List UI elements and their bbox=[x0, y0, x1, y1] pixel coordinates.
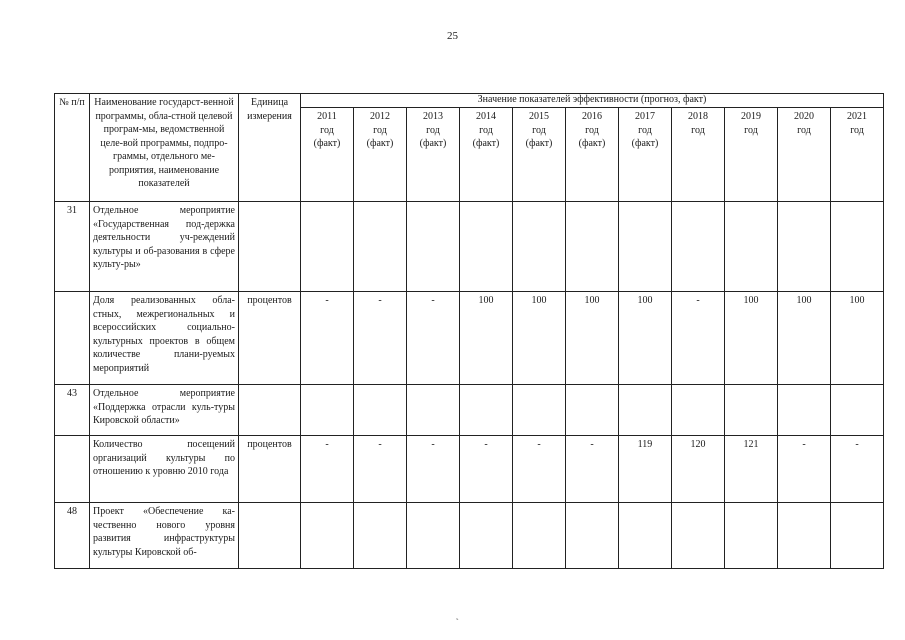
header-year-line3: (факт) bbox=[472, 138, 500, 149]
header-year-2014 bbox=[460, 108, 513, 202]
header-year-2015 bbox=[513, 108, 566, 202]
header-year-line3: (факт) bbox=[366, 138, 394, 149]
value-cell-2015 bbox=[513, 202, 566, 292]
header-year-line2: год bbox=[585, 124, 599, 136]
indicators-table bbox=[54, 93, 884, 569]
value-cell-2018 bbox=[672, 503, 725, 569]
row-name: Отдельное мероприятие «Поддержка отрасли куль-туры Кировской области» bbox=[90, 385, 239, 436]
value-cell-2020 bbox=[778, 202, 831, 292]
value-cell-2011: - bbox=[301, 292, 354, 385]
header-year-year: 2021 bbox=[847, 111, 868, 122]
header-year-line2: год bbox=[691, 124, 705, 136]
value-cell-2021 bbox=[831, 503, 884, 569]
header-year-year: 2020 bbox=[794, 111, 814, 122]
header-year-year: 2013 bbox=[423, 111, 443, 122]
page-number: 25 bbox=[447, 30, 458, 42]
row-name: Отдельное мероприятие «Государственная под-держка деятельности уч-реждений культуры и об-разования в сфере культу-ры» bbox=[90, 202, 239, 292]
value-cell-2014: 100 bbox=[460, 292, 513, 385]
header-year-2021 bbox=[831, 108, 884, 202]
value-cell-2016 bbox=[566, 202, 619, 292]
header-year-2016 bbox=[566, 108, 619, 202]
value-cell-2020: 100 bbox=[778, 292, 831, 385]
value-cell-2020: - bbox=[778, 436, 831, 503]
value-cell-2013 bbox=[407, 202, 460, 292]
header-year-year: 2012 bbox=[370, 111, 390, 122]
header-year-year: 2017 bbox=[635, 111, 655, 122]
value-cell-2012 bbox=[354, 202, 407, 292]
header-year-line2: год bbox=[744, 124, 758, 136]
value-cell-2019 bbox=[725, 503, 778, 569]
table-row bbox=[55, 385, 884, 436]
value-cell-2012 bbox=[354, 385, 407, 436]
row-number: 48 bbox=[55, 503, 90, 569]
header-year-2017 bbox=[619, 108, 672, 202]
header-year-line3: (факт) bbox=[631, 138, 659, 149]
value-cell-2016: - bbox=[566, 436, 619, 503]
value-cell-2011 bbox=[301, 503, 354, 569]
value-cell-2018: 120 bbox=[672, 436, 725, 503]
header-year-line3: (факт) bbox=[578, 138, 606, 149]
value-cell-2018 bbox=[672, 385, 725, 436]
value-cell-2011 bbox=[301, 385, 354, 436]
value-cell-2011: - bbox=[301, 436, 354, 503]
value-cell-2018: - bbox=[672, 292, 725, 385]
value-cell-2017 bbox=[619, 385, 672, 436]
header-no: № п/п bbox=[55, 94, 90, 202]
value-cell-2015: 100 bbox=[513, 292, 566, 385]
row-name: Проект «Обеспечение ка-чественно нового уровня развития инфраструктуры культуры Кировской об- bbox=[90, 503, 239, 569]
header-year-2012 bbox=[354, 108, 407, 202]
value-cell-2021 bbox=[831, 385, 884, 436]
header-year-line3: (факт) bbox=[313, 138, 341, 149]
value-cell-2013 bbox=[407, 385, 460, 436]
header-year-year: 2018 bbox=[688, 111, 708, 122]
header-year-line2: год bbox=[797, 124, 811, 136]
header-year-2020 bbox=[778, 108, 831, 202]
row-unit: процентов bbox=[239, 292, 301, 385]
value-cell-2021: 100 bbox=[831, 292, 884, 385]
row-number bbox=[55, 436, 90, 503]
value-cell-2019: 100 bbox=[725, 292, 778, 385]
header-year-line2: год bbox=[373, 124, 387, 136]
value-cell-2021: - bbox=[831, 436, 884, 503]
row-unit: процентов bbox=[239, 436, 301, 503]
value-cell-2020 bbox=[778, 503, 831, 569]
value-cell-2017 bbox=[619, 503, 672, 569]
header-year-year: 2014 bbox=[476, 111, 496, 122]
value-cell-2014 bbox=[460, 503, 513, 569]
value-cell-2012 bbox=[354, 503, 407, 569]
header-year-year: 2016 bbox=[582, 111, 602, 122]
row-number bbox=[55, 292, 90, 385]
value-cell-2020 bbox=[778, 385, 831, 436]
value-cell-2019: 121 bbox=[725, 436, 778, 503]
header-year-year: 2015 bbox=[529, 111, 549, 122]
header-year-2013 bbox=[407, 108, 460, 202]
value-cell-2013: - bbox=[407, 436, 460, 503]
header-year-line2: год bbox=[850, 124, 864, 136]
value-cell-2015 bbox=[513, 385, 566, 436]
row-number: 43 bbox=[55, 385, 90, 436]
value-cell-2014 bbox=[460, 385, 513, 436]
header-year-line3: (факт) bbox=[525, 138, 553, 149]
header-year-year: 2011 bbox=[317, 111, 337, 122]
header-year-line2: год bbox=[638, 124, 652, 136]
value-cell-2016 bbox=[566, 385, 619, 436]
table-row bbox=[55, 436, 884, 503]
value-cell-2012: - bbox=[354, 292, 407, 385]
value-cell-2018 bbox=[672, 202, 725, 292]
row-unit bbox=[239, 385, 301, 436]
value-cell-2012: - bbox=[354, 436, 407, 503]
value-cell-2013: - bbox=[407, 292, 460, 385]
value-cell-2015 bbox=[513, 503, 566, 569]
value-cell-2014: - bbox=[460, 436, 513, 503]
header-year-2018 bbox=[672, 108, 725, 202]
value-cell-2017: 100 bbox=[619, 292, 672, 385]
row-name: Количество посещений организаций культуры по отношению к уровню 2010 года bbox=[90, 436, 239, 503]
value-cell-2011 bbox=[301, 202, 354, 292]
value-cell-2016: 100 bbox=[566, 292, 619, 385]
scan-speck: ˛ bbox=[456, 610, 459, 620]
table-row bbox=[55, 292, 884, 385]
header-year-2019 bbox=[725, 108, 778, 202]
value-cell-2019 bbox=[725, 202, 778, 292]
table-row bbox=[55, 503, 884, 569]
header-year-line2: год bbox=[426, 124, 440, 136]
header-year-line2: год bbox=[479, 124, 493, 136]
header-year-line2: год bbox=[320, 124, 334, 136]
header-year-line3: (факт) bbox=[419, 138, 447, 149]
header-name: Наименование государст-венной программы, обла-стной целевой програм-мы, ведомственной целе-вой программы, подпро-граммы, отдельного ме-роприятия, наименование показателей bbox=[90, 94, 239, 202]
value-cell-2021 bbox=[831, 202, 884, 292]
value-cell-2017 bbox=[619, 202, 672, 292]
header-values-group: Значение показателей эффективности (прогноз, факт) bbox=[301, 94, 884, 108]
table-row bbox=[55, 202, 884, 292]
value-cell-2013 bbox=[407, 503, 460, 569]
value-cell-2016 bbox=[566, 503, 619, 569]
header-year-year: 2019 bbox=[741, 111, 761, 122]
row-name: Доля реализованных обла-стных, межрегиональных и всероссийских социально-культурных проектов в общем количестве плани-руемых мероприятий bbox=[90, 292, 239, 385]
value-cell-2014 bbox=[460, 202, 513, 292]
header-year-line2: год bbox=[532, 124, 546, 136]
header-unit: Единица измерения bbox=[239, 94, 301, 202]
row-number: 31 bbox=[55, 202, 90, 292]
value-cell-2017: 119 bbox=[619, 436, 672, 503]
row-unit bbox=[239, 202, 301, 292]
value-cell-2019 bbox=[725, 385, 778, 436]
value-cell-2015: - bbox=[513, 436, 566, 503]
row-unit bbox=[239, 503, 301, 569]
header-year-2011 bbox=[301, 108, 354, 202]
